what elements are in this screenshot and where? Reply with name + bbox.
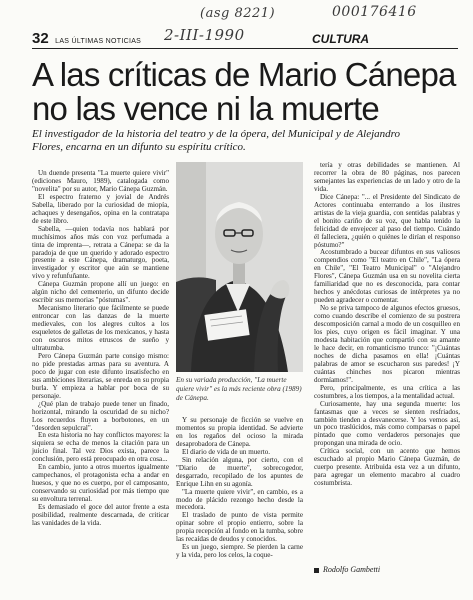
section-label: CULTURA — [312, 32, 370, 46]
page-header — [32, 30, 141, 48]
headline-line-1: A las críticas de Mario Cánepa — [32, 56, 456, 93]
paragraph: Es un juego, siempre. Se pierden la carne y la vida, pero los celos, la coque- — [176, 543, 303, 560]
paragraph: Curiosamente, hay una segunda muerte: los fantasmas que a veces se sienten resfriados, también tienden a desvanecerse. Y los vemos así, un poco traslúcidos, más como comparsas o papel pintado que como verdaderos personajes que propongan una mirada de ocio. — [314, 399, 460, 448]
paragraph: Dice Cánepa: "... el Presidente del Sindicato de Actores continuaba enterrando a los ilustres artistas de la vieja guardia, con sentidas palabras y el bonito cariño de su voz, que habla tenido la felicidad de envejecer al paso del tiempo. Cuándo él falleciera, ¿quién o quiénes le dirían el responso póstumo?" — [314, 192, 460, 249]
paragraph: Mecanismo literario que fácilmente se puede entroncar con las danzas de la muerte medievales, con los alegres cultos a los esqueletos de galletas de los mexicanos, y hasta con oscuros mitos etruscos de sueño y ultratumba. — [32, 304, 169, 352]
column-2 — [176, 417, 303, 560]
paragraph: No se priva tampoco de algunos efectos gruesos, como cuando describe el comienzo de su postrera descomposición carnal a modo de un cosquilleo en los pies, cuyo origen es fácil imaginar. Y una modesta habitación que compartió con su amante le hace decir, en romanticismo trunco: "¡Cuántas noches de dicha pasamos en ella! ¡Cuántas palabras de amor se escucharon sus paredes! ¡Y cuántas chinches nos picaron mientras dormíamos!". — [314, 304, 460, 384]
paragraph: "La muerte quiere vivir", en cambio, es a modo de plácido rezongo hecho desde la mecedora. — [176, 487, 303, 512]
paragraph: tería y otras debilidades se mantienen. Al recorrer la obra de 80 páginas, nos parecen semejantes las experiencias de un lado y otro de la vida. — [314, 161, 460, 193]
paragraph: Y su personaje de ficción se vuelve en momentos su propia identidad. Se advierte en los regaños del ocioso la mirada desaprobadora de Cánepa. — [176, 416, 303, 448]
handwritten-date: 2-III-1990 — [164, 26, 245, 44]
paragraph: El espectro fraterno y jovial de Andrés Sabella, liberado por la curiosidad de miopía, achaques y desengaños, opina en la contratapa de este libro. — [32, 192, 169, 225]
column-3 — [314, 162, 460, 488]
paragraph: Crítica social, con un acento que hemos escuchado al propio Mario Cánepa Guzmán, de cuerpo presente. Atribuida esta vez a un difunto, para agregar un elemento macabro al cuadro costumbrista. — [314, 447, 460, 488]
paragraph: Pero Cánepa Guzmán parte consigo mismo: no pide prestadas armas para su aventura. A poco de jugar con este difunto insatisfecho en sus ambiciones literarias, se enreda en su propia burla. Y empieza a hablar por boca de su personaje. — [32, 351, 169, 400]
article-headline — [32, 58, 462, 126]
author-photo — [176, 162, 303, 372]
paragraph: En esta historia no hay conflictos mayores: la siquiera se echa de menos la citación para un juicio final. Tal vez Dios exista, parece la conclusión, pero está preocupado en otra cosa... — [32, 431, 169, 464]
handwritten-reference-note: (asg 8221) — [200, 6, 276, 21]
paragraph: El traslado de punto de vista permite opinar sobre el propio entierro, sobre la propia recepción al fondo en la tumba, sobre las recaídas de deudos y conocidos. — [176, 511, 303, 544]
paragraph: Sabella, —quien todavía nos hablará por muchísimos años más con voz perfumada a tinta de imprenta—, retrata a Cánepa: se da la paradoja de que un querido y adorado espectro presente a este Cánepa, dramaturgo, poeta, investigador y escritor que aún se mantiene vivo y refunfuñante. — [32, 224, 169, 281]
header-rule — [32, 48, 458, 49]
page-number: 32 — [32, 30, 49, 47]
handwritten-catalog-number: 000176416 — [332, 4, 417, 20]
paragraph: En cambio, junto a otros muertos igualmente campechanos, el protagonista echa a andar en huesos, y que no es cuerpo, por el camposanto, conservando su curiosidad por más tiempo que su envoltura terrenal. — [32, 463, 169, 504]
paragraph: Cánepa Guzmán propone allí un juego: en algún nicho del cementerio, un difunto decide escribir sus memorias "póstumas". — [32, 280, 169, 305]
deck-line-1: El investigador de la historia del teatro y de la ópera, del Municipal y de Alejandro — [32, 128, 401, 140]
paragraph: El diario de vida de un muerto. — [182, 447, 271, 456]
publication-name: LAS ÚLTIMAS NOTICIAS — [55, 38, 142, 45]
headline-line-2: no las vence ni la muerte — [32, 90, 379, 127]
deck-line-2: Flores, encarna en un difunto su espíritu crítico. — [32, 141, 246, 153]
paragraph: Pero, principalmente, es una crítica a las costumbres, a los tiempos, a la mentalidad actual. — [314, 383, 460, 400]
article-deck — [32, 128, 462, 154]
author-photo-illustration — [176, 162, 303, 372]
paragraph: Sin relación alguna, por cierto, con el "Diario de muerte", sobrecogedor, desgarrado, recopilado de los apuntes de Enrique Lihn en su agonía. — [176, 455, 303, 488]
byline-name: Rodolfo Gambetti — [323, 565, 381, 574]
article-byline — [314, 565, 460, 574]
paragraph: ¿Qué plan de trabajo puede tener un finado, horizontal, mirando la oscuridad de su nicho? Los recuerdos fluyen a borbotones, en un "desorden sepulcral". — [32, 399, 169, 432]
paragraph: Acostumbrado a bucear difuntos en sus valiosos compendios como "El teatro en Chile", "La ópera en Chile", "El Teatro Municipal" o "Alejandro Flores", Cánepa Guzmán usa en su novelita cierta familiaridad que no es desconocida, para contar hechos y anécdotas curiosas de intérpretes ya no pueden agradecer o comentar. — [314, 248, 460, 305]
paragraph: Es demasiado el goce del autor frente a esta posibilidad, realmente descarnada, de criticar las vanidades de la vida. — [32, 503, 169, 527]
paragraph: Un duende presenta "La muerte quiere vivir" (ediciones Mauro, 1989), catalogada como "novelita" por su autor, Mario Cánepa Guzmán. — [32, 169, 169, 193]
photo-caption: En su variada producción, "La muerte quiere vivir" es la más reciente obra (1989) de Cánepa. — [176, 376, 302, 402]
column-1 — [32, 170, 169, 528]
bullet-icon — [314, 568, 319, 573]
